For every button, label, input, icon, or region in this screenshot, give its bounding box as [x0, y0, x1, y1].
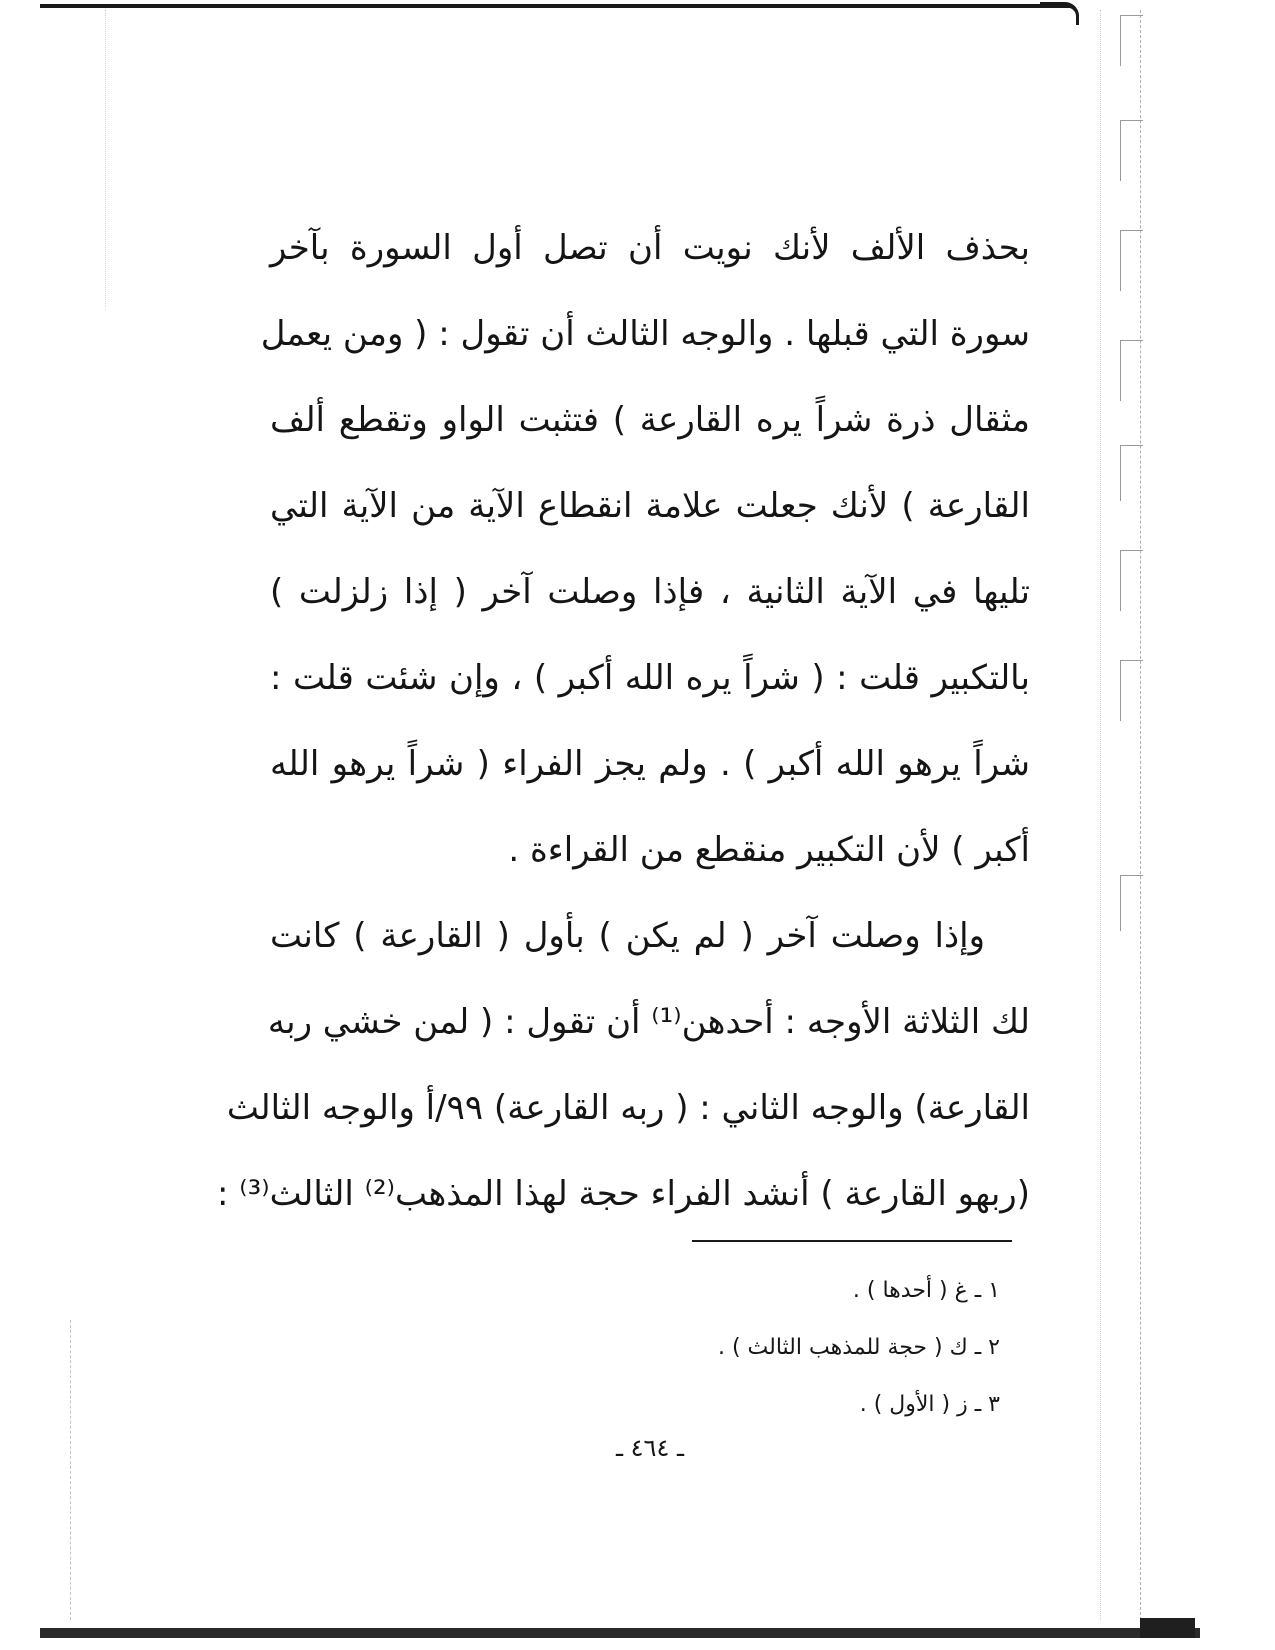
- scan-bottom-border: [40, 1628, 1200, 1638]
- footnote: ٣ ـ ز ( الأول ) .: [859, 1392, 1000, 1417]
- text-line: (ربهو القارعة ) أنشد الفراء حجة لهذا المذهب⁽²⁾ الثالث⁽³⁾ :: [217, 1174, 1030, 1214]
- scan-edge-mark: [1120, 120, 1143, 181]
- scan-top-hook: [1040, 2, 1079, 25]
- scan-edge-mark: [1120, 15, 1143, 66]
- text-line: تليها في الآية الثانية ، فإذا وصلت آخر ( إذا زلزلت ): [270, 572, 1030, 612]
- text-line: بالتكبير قلت : ( شراً يره الله أكبر ) ، وإن شئت قلت :: [270, 658, 1030, 698]
- scan-edge-mark: [1120, 875, 1143, 931]
- scan-edge-mark: [1120, 230, 1143, 291]
- footnote-separator: [692, 1240, 1012, 1242]
- scan-bottom-block: [1140, 1618, 1195, 1638]
- body-text: [217, 205, 1030, 1237]
- scan-edge-mark: [1120, 550, 1143, 611]
- page-number: ـ ٤٦٤ ـ: [615, 1434, 684, 1462]
- text-line: مثقال ذرة شراً يره القارعة ) فتثبت الواو وتقطع ألف: [270, 400, 1030, 440]
- paragraph-first-line: وإذا وصلت آخر ( لم يكن ) بأول ( القارعة ) كانت: [270, 916, 985, 956]
- scan-left-edge-top: [105, 10, 106, 310]
- text-line: بحذف الألف لأنك نويت أن تصل أول السورة بآخر: [270, 228, 1030, 268]
- footnote: ٢ ـ ك ( حجة للمذهب الثالث ) .: [717, 1335, 1000, 1360]
- text-line: القارعة) والوجه الثاني : ( ربه القارعة) ٩٩/أ والوجه الثالث: [226, 1088, 1030, 1128]
- footnote: ١ ـ غ ( أحدها ) .: [852, 1278, 1000, 1303]
- scan-top-border: [40, 4, 1070, 8]
- scan-edge-mark: [1120, 445, 1143, 501]
- text-line: شراً يرهو الله أكبر ) . ولم يجز الفراء ( شراً يرهو الله: [270, 744, 1030, 784]
- text-line: القارعة ) لأنك جعلت علامة انقطاع الآية من الآية التي: [270, 486, 1030, 526]
- scan-right-edge-faint: [1100, 10, 1101, 1620]
- text-line: أكبر ) لأن التكبير منقطع من القراءة .: [508, 830, 1030, 870]
- scan-edge-mark: [1120, 340, 1143, 401]
- footnotes: [560, 1262, 1000, 1433]
- scan-edge-mark: [1120, 660, 1143, 721]
- text-line: لك الثلاثة الأوجه : أحدهن⁽¹⁾ أن تقول : ( لمن خشي ربه: [267, 1002, 1030, 1042]
- text-line: سورة التي قبلها . والوجه الثالث أن تقول : ( ومن يعمل: [260, 314, 1030, 354]
- scan-left-edge: [70, 1320, 71, 1620]
